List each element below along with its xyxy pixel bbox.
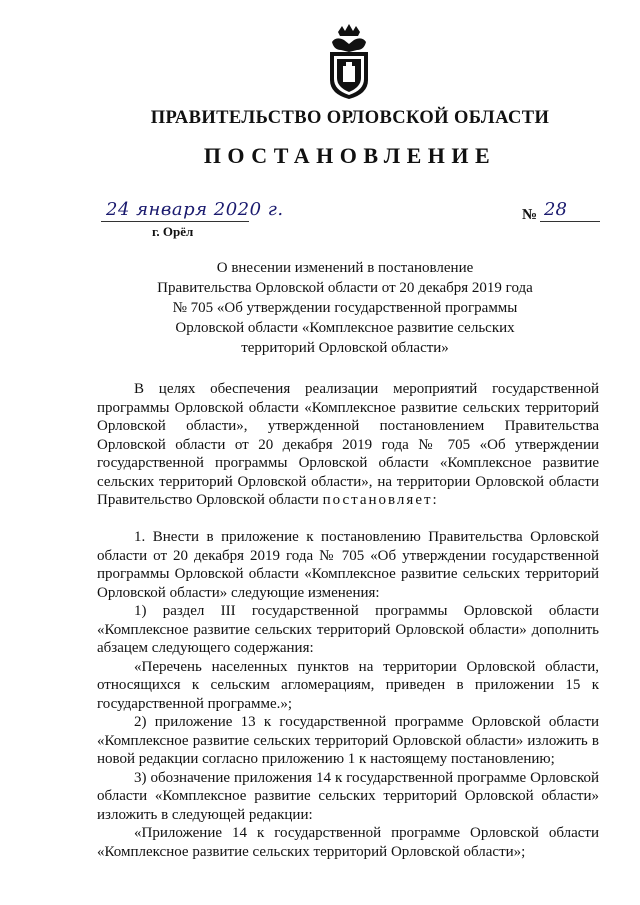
title-line: № 705 «Об утверждении государственной программы xyxy=(172,300,518,316)
coat-of-arms-icon xyxy=(324,22,374,100)
decree-word: постановляет: xyxy=(322,492,439,508)
preamble-paragraph xyxy=(97,380,599,510)
clause-1-1: 1) раздел III государственной программы Орловской области «Комплексное развитие сельских территорий Орловской области» дополнить абзацем следующего содержания: xyxy=(97,603,599,656)
clause-1-2: 2) приложение 13 к государственной программе Орловской области «Комплексное развитие сельских территорий Орловской области» изложить в новой редакции согласно приложению 1 к настоящему постановлению; xyxy=(97,714,599,767)
number-underline xyxy=(540,221,600,222)
preamble-text: В целях обеспечения реализации мероприятий государственной программы Орловской области «Комплексное развитие сельских территорий Орловской области», утвержденной постановлением Правительства Орловской области от 20 декабря 2019 года № 705 «Об утверждении государственной программы Орловской области «Комплексное развитие сельских территорий Орловской области», на территории Орловской области Правительство Орловской области xyxy=(97,381,599,508)
document-body xyxy=(97,380,599,861)
document-title xyxy=(150,258,540,358)
clause-1-3: 3) обозначение приложения 14 к государственной программе Орловской области «Комплексное развитие сельских территорий Орловской области» изложить в следующей редакции: xyxy=(97,769,599,823)
title-line: О внесении изменений в постановление xyxy=(216,260,474,276)
clause-1: 1. Внести в приложение к постановлению Правительства Орловской области от 20 декабря 2019 года № 705 «Об утверждении государственной программы Орловской области «Комплексное развитие сельских территорий Орловской области» следующие изменения: xyxy=(97,529,599,601)
handwritten-number: 28 xyxy=(544,199,567,220)
quote-paragraph: «Перечень населенных пунктов на территории Орловской области, относящихся к сельским агломерациям, приведен в приложении 15 к государственной программе.»; xyxy=(97,658,599,712)
number-label: № xyxy=(522,207,538,223)
government-name: ПРАВИТЕЛЬСТВО ОРЛОВСКОЙ ОБЛАСТИ xyxy=(150,108,550,128)
date-underline xyxy=(101,221,249,222)
title-line: Правительства Орловской области от 20 декабря 2019 года xyxy=(157,280,533,296)
city: г. Орёл xyxy=(152,224,194,239)
document-type: ПОСТАНОВЛЕНИЕ xyxy=(203,143,497,168)
title-line: Орловской области «Комплексное развитие сельских xyxy=(175,320,515,336)
title-line: территорий Орловской области» xyxy=(241,340,449,356)
quote-paragraph: «Приложение 14 к государственной программе Орловской области «Комплексное развитие сельских территорий Орловской области»; xyxy=(97,825,599,860)
handwritten-date: 24 января 2020 г. xyxy=(106,199,284,220)
